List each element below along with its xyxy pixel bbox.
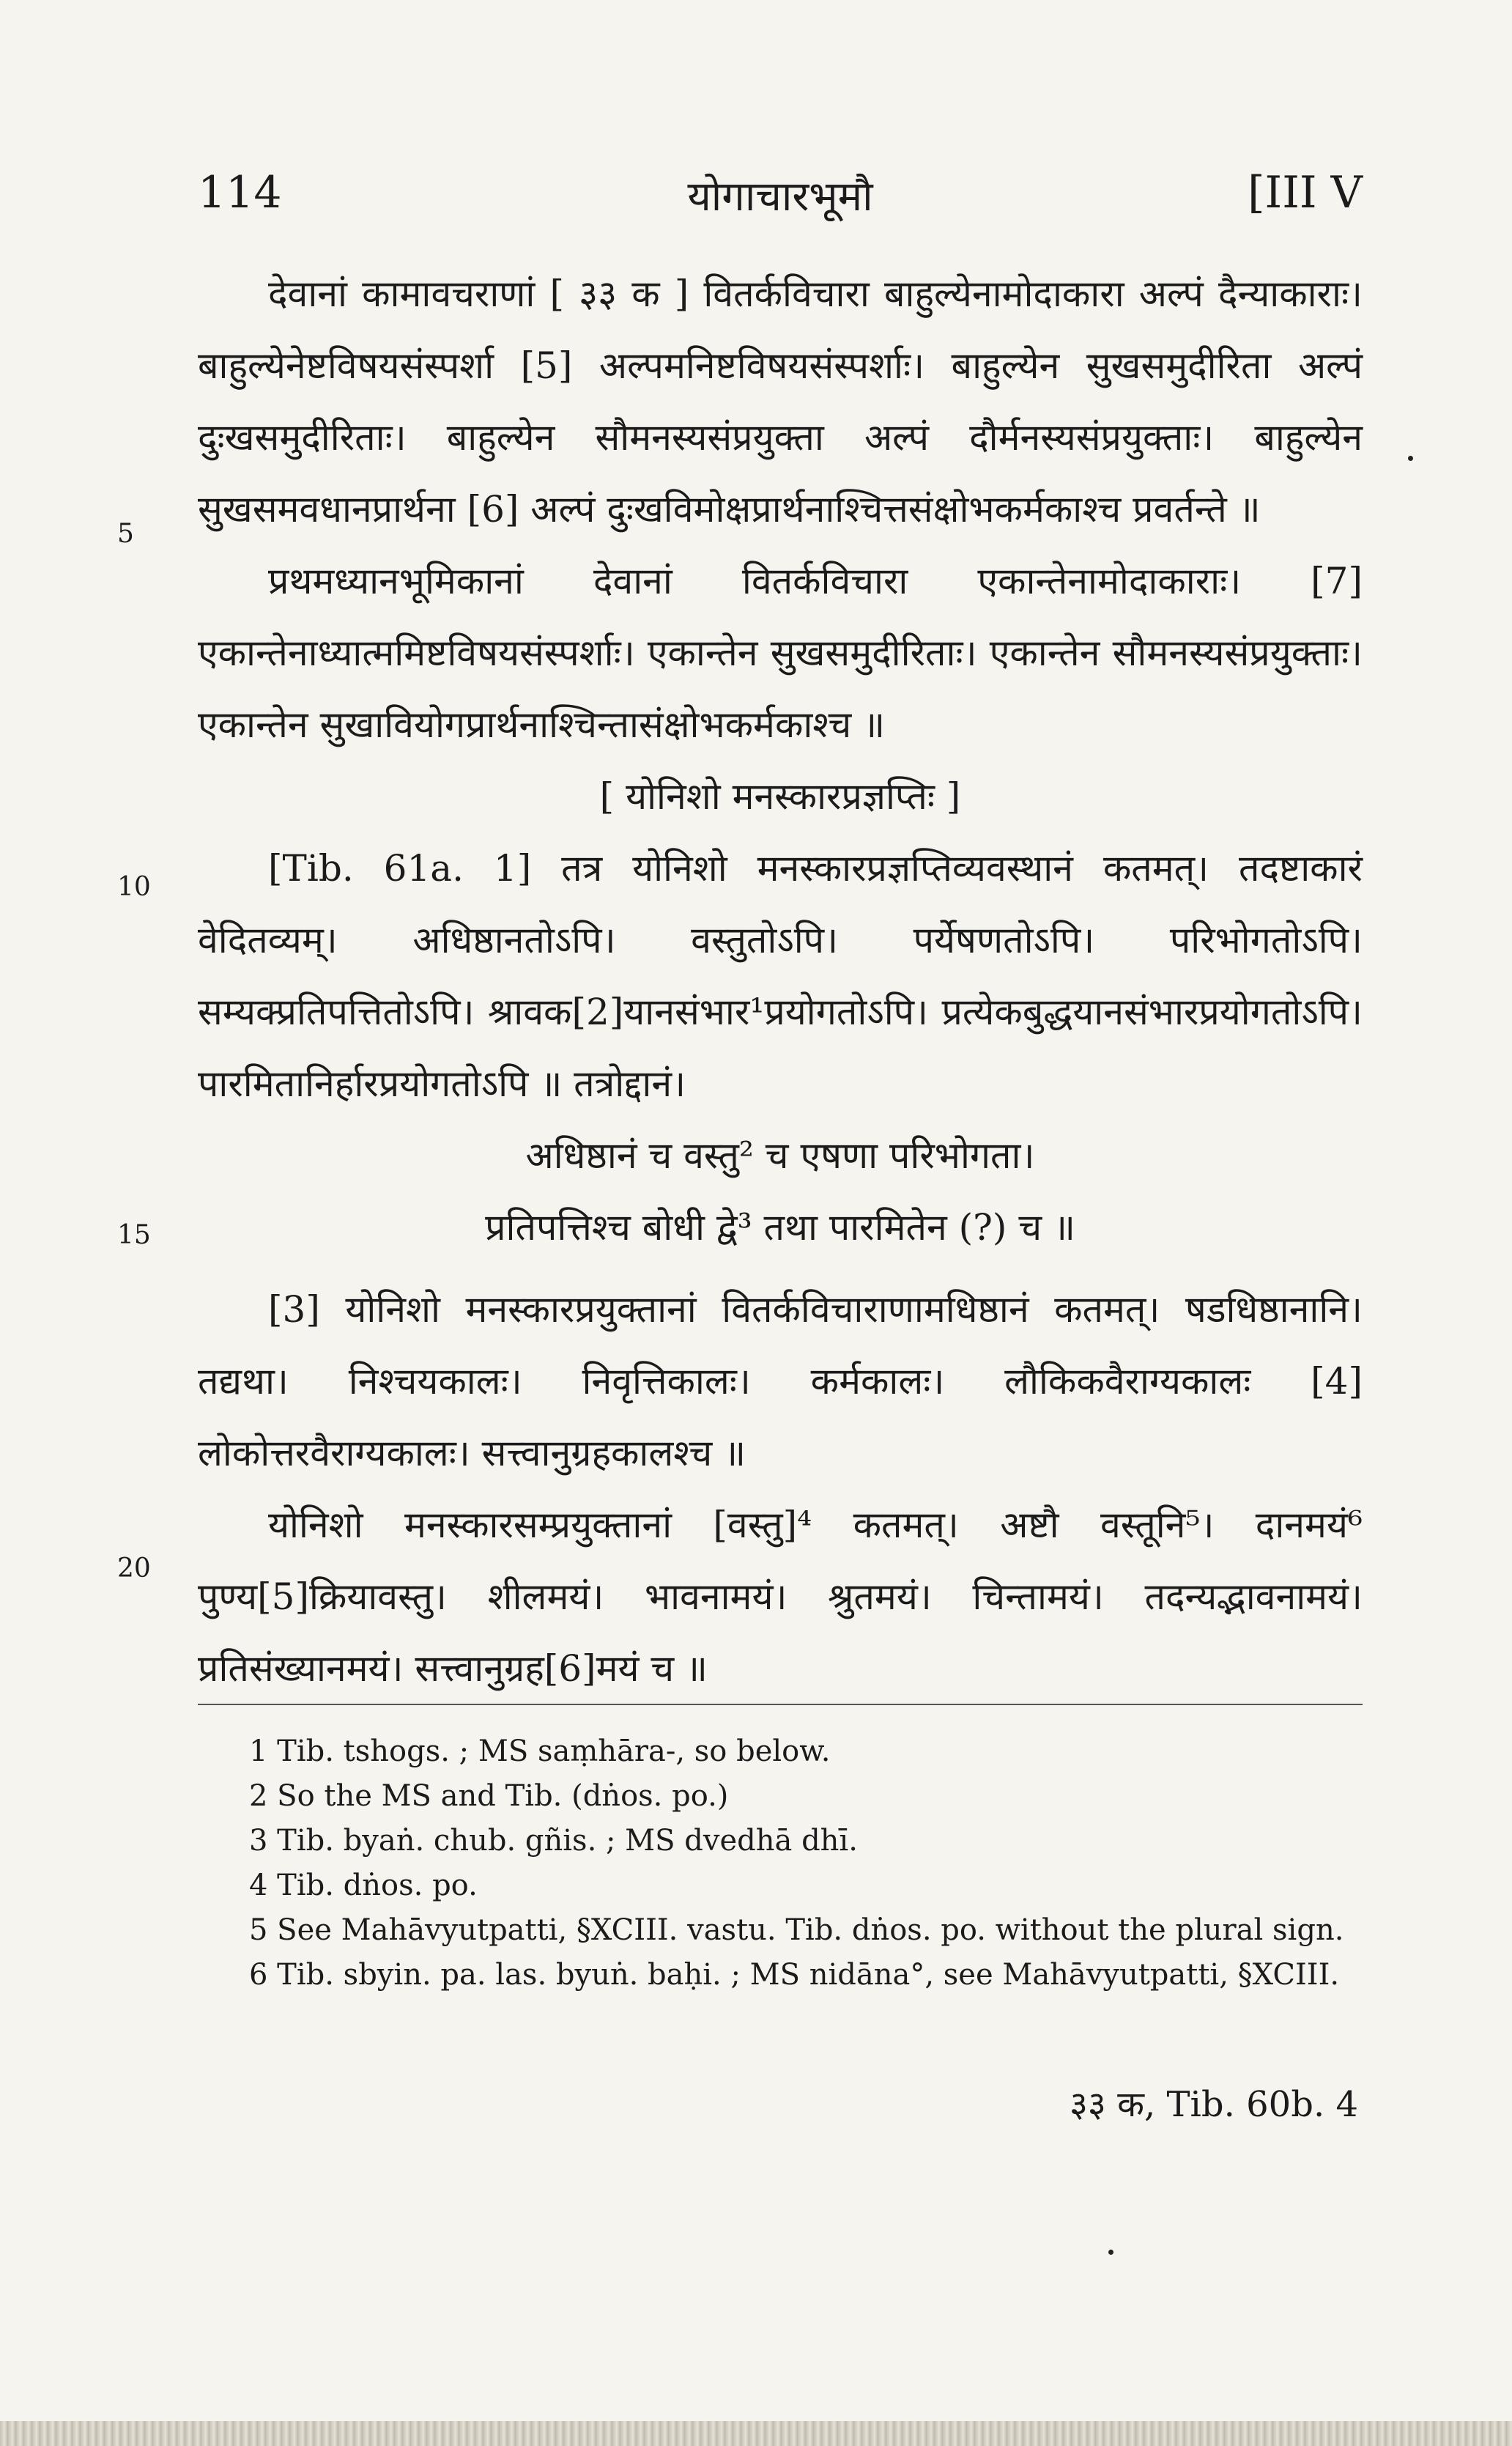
spacer [198,1263,1363,1274]
footnote-5: 5 See Mahāvyutpatti, §XCIII. vastu. Tib. dṅos. po. without the plural sign. [249,1913,1344,1947]
footnote-2: 2 So the MS and Tib. (dṅos. po.) [249,1779,729,1813]
paragraph-adhisthana: [3] योनिशो मनस्कारप्रयुक्तानां वितर्कविचाराणामधिष्ठानं कतमत्। षडधिष्ठानानि। तद्यथा। निश्चयकालः। निवृत्तिकालः। कर्मकालः। लौकिकवैराग्यकालः [4] लोकोत्तरवैराग्यकालः। सत्त्वानुग्रहकालश्च ॥ [198,1288,1363,1474]
line-number-5: 5 [117,519,134,549]
footnote-1: 1 Tib. tshogs. ; MS saṃhāra-, so below. [249,1734,831,1768]
paragraph-vastu: योनिशो मनस्कारसम्प्रयुक्तानां [वस्तु]⁴ कतमत्। अष्टौ वस्तूनि⁵। दानमयं⁶ पुण्य[5]क्रियावस्तु। शीलमयं। भावनामयं। श्रुतमयं। चिन्तामयं। तदन्यद्भावनामयं। प्रतिसंख्यानमयं। सत्त्वानुग्रह[6]मयं च ॥ [198,1504,1363,1690]
paragraph-kamavacara: देवानां कामावचराणां [ ३३ क ] वितर्कविचारा बाहुल्येनामोदाकारा अल्पं दैन्याकाराः। बाहुल्येनेष्टविषयसंस्पर्शा [5] अल्पमनिष्टविषयसंस्पर्शाः। बाहुल्येन सुखसमुदीरिता अल्पं दुःखसमुदीरिताः। बाहुल्येन सौमनस्यसंप्रयुक्ता अल्पं दौर्मनस्यसंप्रयुक्ताः। बाहुल्येन सुखसमवधानप्रार्थना [6] अल्पं दुःखविमोक्षप्रार्थनाश्चित्तसंक्षोभकर्मकाश्च प्रवर्तन्ते ॥ [198,273,1363,531]
verse-line-1: अधिष्ठानं च वस्तु² च एषणा परिभोगता। [525,1134,1035,1177]
footnote-6: 6 Tib. sbyin. pa. las. byuṅ. baḥi. ; MS nidāna°, see Mahāvyutpatti, §XCIII. [249,1958,1340,1992]
footnote-3: 3 Tib. byaṅ. chub. gñis. ; MS dvedhā dhī. [249,1824,858,1858]
line-number-10: 10 [117,872,151,902]
paragraph-prathamadhyana: प्रथमध्यानभूमिकानां देवानां वितर्कविचारा एकान्तेनामोदाकाराः। [7] एकान्तेनाध्यात्ममिष्टविषयसंस्पर्शाः। एकान्तेन सुखसमुदीरिताः। एकान्तेन सौमनस्यसंप्रयुक्ताः। एकान्तेन सुखावियोगप्रार्थनाश्चिन्तासंक्षोभकर्मकाश्च ॥ [198,560,1363,746]
verse-line-2: प्रतिपत्तिश्च बोधी द्वे³ तथा पारमितेन (?) च ॥ [485,1206,1075,1249]
folio-reference: ३३ क, Tib. 60b. 4 [1069,2084,1358,2125]
ink-speck [1408,456,1413,461]
footnotes [198,1729,1363,1998]
section-marker: [III V [1248,167,1363,218]
line-number-15: 15 [117,1220,151,1250]
footnote-divider [198,1704,1363,1705]
page-number: 114 [198,167,282,218]
running-title: योगाचारभूमौ [687,173,873,221]
page-bottom-edge [0,2421,1512,2446]
paragraph-vyavasthana: [Tib. 61a. 1] तत्र योनिशो मनस्कारप्रज्ञप्तिव्यवस्थानं कतमत्। तदष्टाकारं वेदितव्यम्। अधिष्ठानतोऽपि। वस्तुतोऽपि। पर्येषणतोऽपि। परिभोगतोऽपि। सम्यक्प्रतिपत्तितोऽपि। श्रावक[2]यानसंभार¹प्रयोगतोऽपि। प्रत्येकबुद्धयानसंभारप्रयोगतोऽपि। पारमितानिर्हारप्रयोगतोऽपि ॥ तत्रोद्दानं। [198,847,1363,1105]
footnote-4: 4 Tib. dṅos. po. [249,1869,478,1902]
ink-speck [1108,2250,1113,2255]
page-header [198,167,1363,226]
main-text [198,258,1363,1704]
section-heading: [ योनिशो मनस्कारप्रज्ञप्तिः ] [599,775,961,818]
line-number-20: 20 [117,1553,151,1584]
